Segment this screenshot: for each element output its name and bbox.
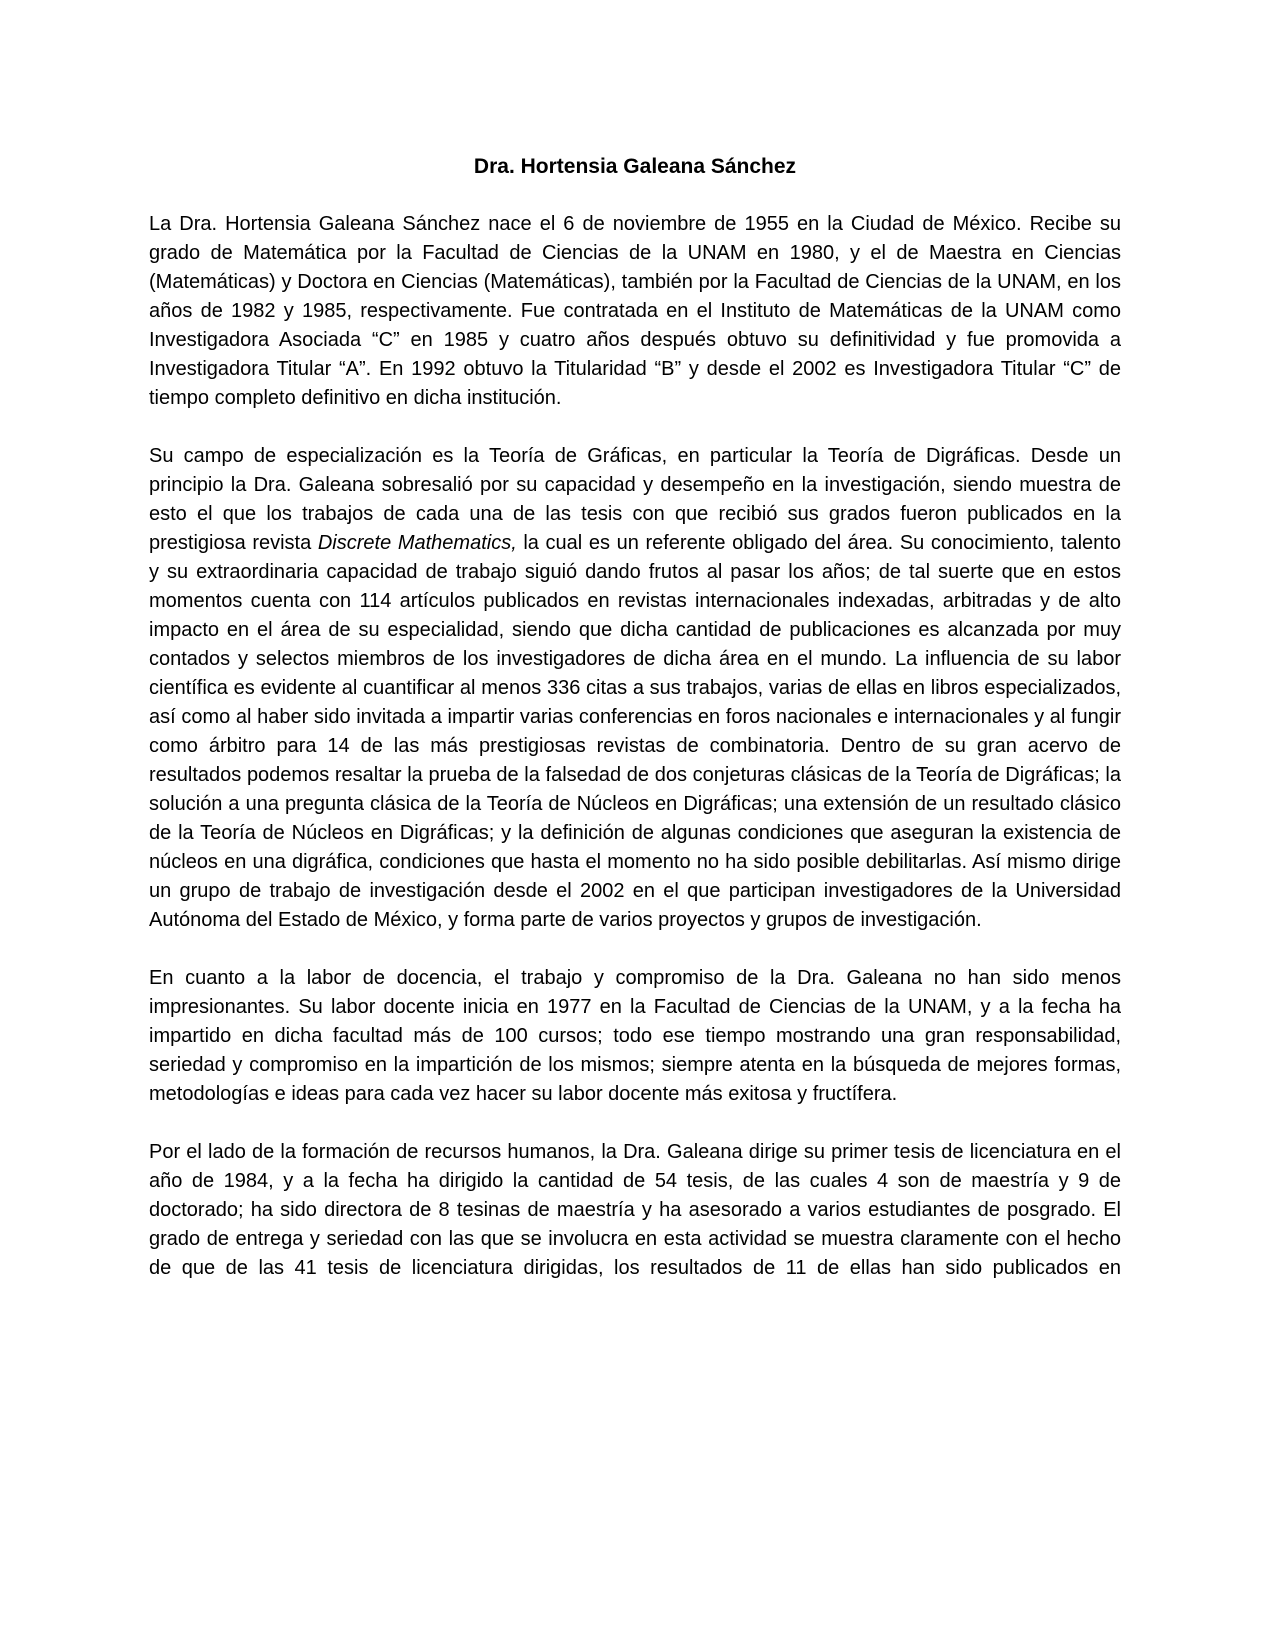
document-title: Dra. Hortensia Galeana Sánchez bbox=[473, 155, 797, 178]
paragraph-teaching: En cuanto a la labor de docencia, el trabajo y compromiso de la Dra. Galeana no han sido menos impresionantes. Su labor docente inicia en 1977 en la Facultad de Ciencias de la UNAM, y a la fecha ha impartido en dicha facultad más de 100 cursos; todo ese tiempo mostrando una gran responsabilidad, seriedad y compromiso en la impartición de los mismos; siempre atenta en la búsqueda de mejores formas, metodologías e ideas para cada vez hacer su labor docente más exitosa y fructífera. bbox=[149, 967, 1121, 1105]
paragraph-students: Por el lado de la formación de recursos humanos, la Dra. Galeana dirige su primer tesis de licenciatura en el año de 1984, y a la fecha ha dirigido la cantidad de 54 tesis, de las cuales 4 son de maestría y 9 de doctorado; ha sido directora de 8 tesinas de maestría y ha asesorado a varios estudiantes de posgrado. El grado de entrega y seriedad con las que se involucra en esta actividad se muestra claramente con el hecho de que de las 41 tesis de licenciatura dirigidas, los resultados de 11 de ellas han sido publicados en bbox=[149, 1141, 1121, 1279]
document-content bbox=[149, 152, 1121, 1312]
journal-name-italic: Discrete Mathematics, bbox=[317, 532, 517, 554]
paragraph-research-text-before-italic: Su campo de especialización es la Teoría de Gráficas, en particular la Teoría de Digráficas. Desde un principio la Dra. Galeana sobresalió por su capacidad y desempeño en la investigación, siendo muestra de esto el que los trabajos de cada una de las tesis con que recibió sus grados fueron publicados en la prestigiosa revista bbox=[149, 445, 1121, 554]
paragraph-biography: La Dra. Hortensia Galeana Sánchez nace el 6 de noviembre de 1955 en la Ciudad de México. Recibe su grado de Matemática por la Facultad de Ciencias de la UNAM en 1980, y el de Maestra en Ciencias (Matemáticas) y Doctora en Ciencias (Matemáticas), también por la Facultad de Ciencias de la UNAM, en los años de 1982 y 1985, respectivamente. Fue contratada en el Instituto de Matemáticas de la UNAM como Investigadora Asociada “C” en 1985 y cuatro años después obtuvo su definitividad y fue promovida a Investigadora Titular “A”. En 1992 obtuvo la Titularidad “B” y desde el 2002 es Investigadora Titular “C” de tiempo completo definitivo en dicha institución. bbox=[149, 213, 1121, 409]
paragraph-research bbox=[149, 442, 1121, 935]
paragraph-research-text-after-italic: la cual es un referente obligado del área. Su conocimiento, talento y su extraordinaria capacidad de trabajo siguió dando frutos al pasar los años; de tal suerte que en estos momentos cuenta con 114 artículos publicados en revistas internacionales indexadas, arbitradas y de alto impacto en el área de su especialidad, siendo que dicha cantidad de publicaciones es alcanzada por muy contados y selectos miembros de los investigadores de dicha área en el mundo. La influencia de su labor científica es evidente al cuantificar al menos 336 citas a sus trabajos, varias de ellas en libros especializados, así como al haber sido invitada a impartir varias conferencias en foros nacionales e internacionales y al fungir como árbitro para 14 de las más prestigiosas revistas de combinatoria. Dentro de su gran acervo de resultados podemos resaltar la prueba de la falsedad de dos conjeturas clásicas de la Teoría de Digráficas; la solución a una pregunta clásica de la Teoría de Núcleos en Digráficas; una extensión de un resultado clásico de la Teoría de Núcleos en Digráficas; y la definición de algunas condiciones que aseguran la existencia de núcleos en una digráfica, condiciones que hasta el momento no ha sido posible debilitarlas. Así mismo dirige un grupo de trabajo de investigación desde el 2002 en el que participan investigadores de la Universidad Autónoma del Estado de México, y forma parte de varios proyectos y grupos de investigación. bbox=[149, 532, 1121, 931]
